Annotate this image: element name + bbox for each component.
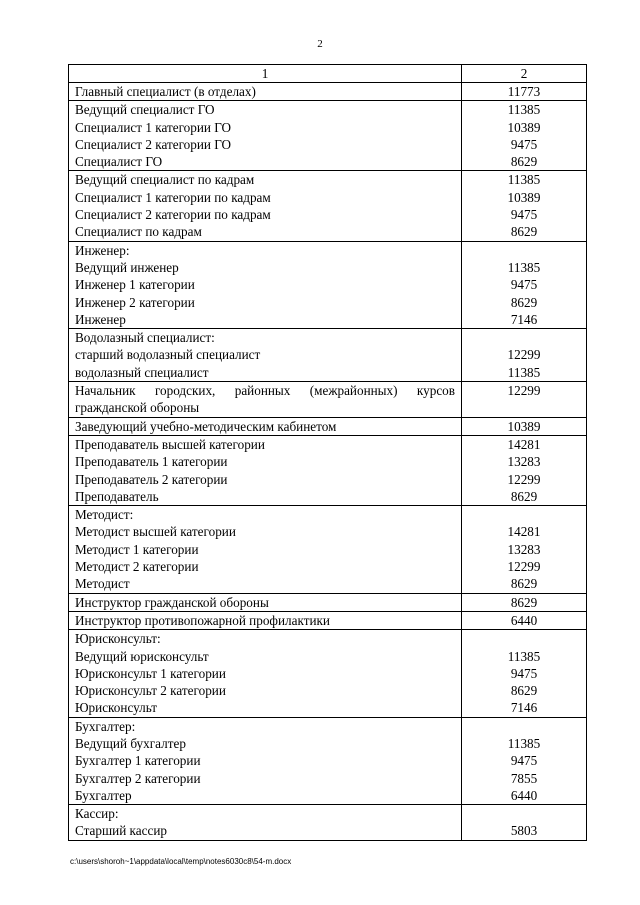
salary-value: 9475	[462, 136, 587, 153]
position-title: Начальник городских, районных (межрайонных) курсов гражданской обороны	[69, 382, 462, 418]
salary-value: 7146	[462, 699, 587, 717]
salary-value: 10389	[462, 119, 587, 136]
footer-file-path: c:\users\shoroh~1\appdata\local\temp\notes6030c8\54-m.docx	[70, 857, 292, 866]
table-group	[69, 101, 587, 171]
position-title: Юрисконсульт	[69, 699, 462, 717]
salary-value	[462, 329, 587, 347]
salary-value: 11385	[462, 364, 587, 382]
position-title: Юрисконсульт 2 категории	[69, 682, 462, 699]
position-title: Юрисконсульт:	[69, 630, 462, 648]
position-title: Инженер 2 категории	[69, 294, 462, 311]
salary-value: 13283	[462, 453, 587, 470]
table-row	[69, 294, 587, 311]
salary-value: 12299	[462, 382, 587, 418]
salary-value: 8629	[462, 153, 587, 171]
table-row	[69, 699, 587, 717]
table-group	[69, 329, 587, 382]
table-row	[69, 648, 587, 665]
table-row	[69, 119, 587, 136]
header-row	[69, 65, 587, 83]
position-title: Кассир:	[69, 805, 462, 823]
position-title: Юрисконсульт 1 категории	[69, 665, 462, 682]
salary-value: 9475	[462, 206, 587, 223]
salary-value: 12299	[462, 471, 587, 488]
table-row	[69, 770, 587, 787]
table-row	[69, 805, 587, 823]
table-row	[69, 382, 587, 418]
salary-value: 7146	[462, 311, 587, 329]
page-number: 2	[317, 38, 323, 50]
salary-value: 12299	[462, 346, 587, 363]
table-row	[69, 417, 587, 435]
salary-value: 9475	[462, 752, 587, 769]
salary-value: 8629	[462, 682, 587, 699]
position-title: Бухгалтер 1 категории	[69, 752, 462, 769]
position-title: старший водолазный специалист	[69, 346, 462, 363]
salary-value: 14281	[462, 435, 587, 453]
table-group	[69, 717, 587, 804]
position-title: Бухгалтер:	[69, 717, 462, 735]
table-row	[69, 471, 587, 488]
table-row	[69, 83, 587, 101]
table-row	[69, 575, 587, 593]
table-row	[69, 241, 587, 259]
table-group	[69, 435, 587, 505]
position-title: Главный специалист (в отделах)	[69, 83, 462, 101]
position-title: Специалист по кадрам	[69, 223, 462, 241]
salary-value: 11385	[462, 101, 587, 119]
table-row	[69, 630, 587, 648]
position-title: Методист 2 категории	[69, 558, 462, 575]
table-row	[69, 153, 587, 171]
table-row	[69, 541, 587, 558]
salary-value: 12299	[462, 558, 587, 575]
table-group	[69, 417, 587, 435]
table-row	[69, 311, 587, 329]
salary-value: 8629	[462, 488, 587, 506]
table-row	[69, 682, 587, 699]
salary-value	[462, 717, 587, 735]
header-col-1: 1	[69, 65, 462, 83]
salary-value	[462, 241, 587, 259]
position-title: Преподаватель	[69, 488, 462, 506]
position-title: Методист 1 категории	[69, 541, 462, 558]
table-row	[69, 558, 587, 575]
salary-value: 5803	[462, 822, 587, 840]
position-title: Инструктор противопожарной профилактики	[69, 611, 462, 629]
salary-value: 11385	[462, 171, 587, 189]
table-group	[69, 611, 587, 629]
salary-value: 8629	[462, 294, 587, 311]
table-row	[69, 206, 587, 223]
position-title: Бухгалтер	[69, 787, 462, 805]
salary-value: 6440	[462, 787, 587, 805]
position-title: Специалист 2 категории по кадрам	[69, 206, 462, 223]
position-title: Инженер 1 категории	[69, 276, 462, 293]
position-title: Методист	[69, 575, 462, 593]
position-title: Преподаватель 2 категории	[69, 471, 462, 488]
table-group	[69, 506, 587, 593]
table-row	[69, 735, 587, 752]
salary-value	[462, 805, 587, 823]
table-group	[69, 630, 587, 717]
table-group	[69, 171, 587, 241]
salary-value: 11385	[462, 735, 587, 752]
table-row	[69, 523, 587, 540]
table-row	[69, 101, 587, 119]
header-col-2: 2	[462, 65, 587, 83]
position-title: Инженер	[69, 311, 462, 329]
table-row	[69, 717, 587, 735]
position-title: Ведущий бухгалтер	[69, 735, 462, 752]
salary-value: 11773	[462, 83, 587, 101]
position-title: Методист высшей категории	[69, 523, 462, 540]
salary-table	[68, 64, 587, 841]
table-group	[69, 805, 587, 841]
salary-value: 7855	[462, 770, 587, 787]
table-row	[69, 593, 587, 611]
salary-value: 11385	[462, 259, 587, 276]
salary-value	[462, 506, 587, 524]
salary-value: 14281	[462, 523, 587, 540]
position-title: Специалист ГО	[69, 153, 462, 171]
table-row	[69, 171, 587, 189]
salary-value: 8629	[462, 575, 587, 593]
position-title: Водолазный специалист:	[69, 329, 462, 347]
table-row	[69, 787, 587, 805]
position-title: Ведущий юрисконсульт	[69, 648, 462, 665]
table-group	[69, 241, 587, 328]
position-title: Ведущий специалист ГО	[69, 101, 462, 119]
position-title: Преподаватель 1 категории	[69, 453, 462, 470]
table-group	[69, 382, 587, 418]
position-title: Инструктор гражданской обороны	[69, 593, 462, 611]
salary-value: 13283	[462, 541, 587, 558]
table-row	[69, 346, 587, 363]
table-row	[69, 611, 587, 629]
position-title: водолазный специалист	[69, 364, 462, 382]
table-group	[69, 593, 587, 611]
table-row	[69, 665, 587, 682]
table-row	[69, 752, 587, 769]
table-row	[69, 453, 587, 470]
table-row	[69, 822, 587, 840]
table-row	[69, 189, 587, 206]
position-title: Специалист 2 категории ГО	[69, 136, 462, 153]
salary-value: 8629	[462, 593, 587, 611]
table-row	[69, 276, 587, 293]
table-row	[69, 488, 587, 506]
salary-value: 11385	[462, 648, 587, 665]
table-row	[69, 136, 587, 153]
table-row	[69, 506, 587, 524]
table-row	[69, 364, 587, 382]
table-group	[69, 83, 587, 101]
table-row	[69, 223, 587, 241]
salary-value: 10389	[462, 189, 587, 206]
position-title: Специалист 1 категории по кадрам	[69, 189, 462, 206]
table-row	[69, 435, 587, 453]
position-title: Инженер:	[69, 241, 462, 259]
position-title: Ведущий инженер	[69, 259, 462, 276]
salary-value: 9475	[462, 276, 587, 293]
salary-value: 6440	[462, 611, 587, 629]
position-title: Ведущий специалист по кадрам	[69, 171, 462, 189]
salary-value: 9475	[462, 665, 587, 682]
position-title: Бухгалтер 2 категории	[69, 770, 462, 787]
salary-value: 8629	[462, 223, 587, 241]
table-header	[69, 65, 587, 83]
position-title: Специалист 1 категории ГО	[69, 119, 462, 136]
salary-value: 10389	[462, 417, 587, 435]
position-title: Преподаватель высшей категории	[69, 435, 462, 453]
position-title: Методист:	[69, 506, 462, 524]
position-title: Старший кассир	[69, 822, 462, 840]
position-title: Заведующий учебно-методическим кабинетом	[69, 417, 462, 435]
table-row	[69, 329, 587, 347]
table-row	[69, 259, 587, 276]
salary-value	[462, 630, 587, 648]
